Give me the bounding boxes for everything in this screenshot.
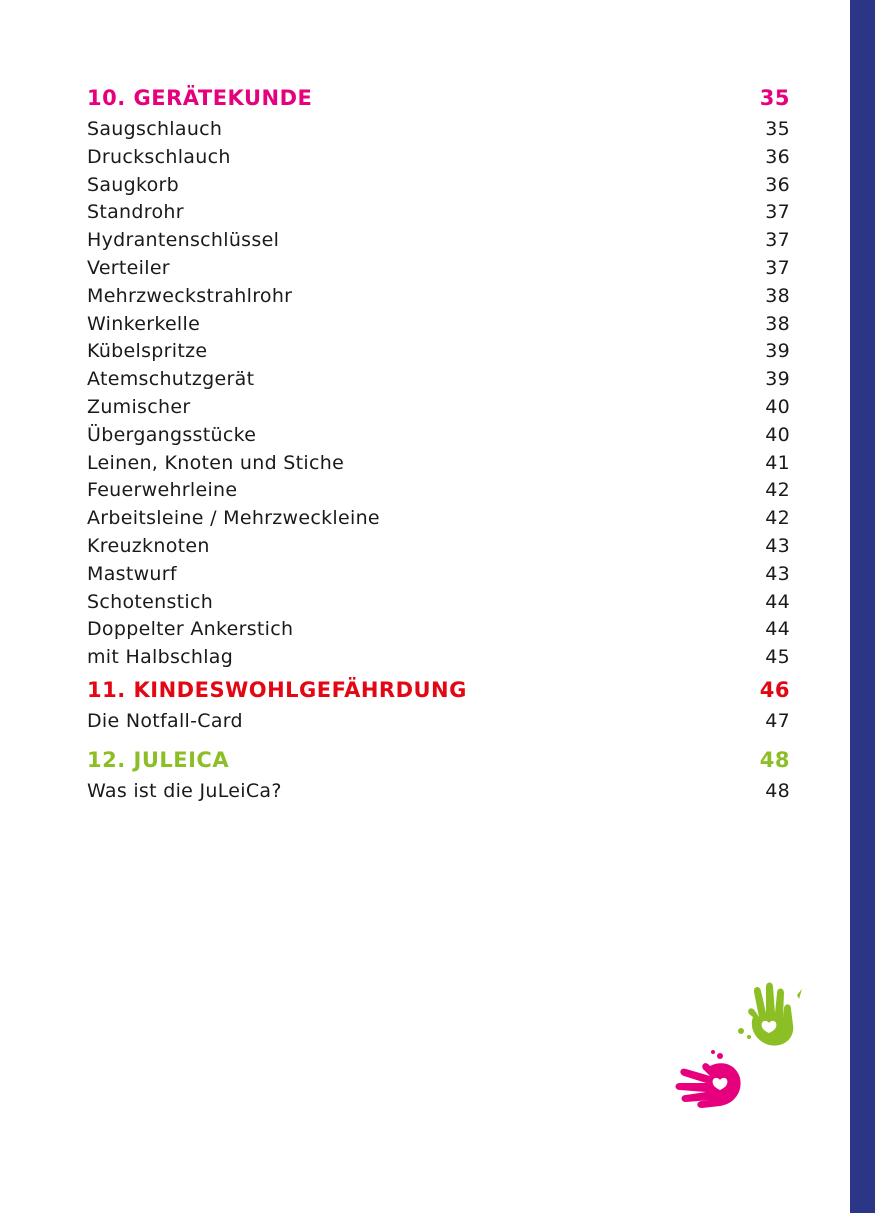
- entry-label: Verteiler: [87, 256, 170, 279]
- entry-page: 38: [765, 284, 790, 307]
- side-color-band: [850, 0, 875, 1213]
- toc-entry[interactable]: [87, 644, 790, 672]
- entry-label: mit Halbschlag: [87, 646, 234, 669]
- toc-entry[interactable]: [87, 505, 790, 533]
- entry-label: Mehrzweckstrahlrohr: [87, 284, 293, 307]
- handprints-decoration: [660, 975, 810, 1135]
- entry-label: Übergangsstücke: [87, 423, 257, 446]
- entry-label: Saugkorb: [87, 173, 180, 196]
- toc-entry[interactable]: [87, 283, 790, 311]
- entry-page: 43: [765, 534, 790, 557]
- section-entries-juleica: [87, 778, 790, 806]
- entry-label: Druckschlauch: [87, 145, 231, 168]
- toc-entry[interactable]: [87, 589, 790, 617]
- toc-entry[interactable]: [87, 199, 790, 227]
- toc-entry[interactable]: [87, 450, 790, 478]
- section-heading-geraetekunde[interactable]: [87, 80, 790, 116]
- entry-page: 40: [765, 395, 790, 418]
- section-page: 48: [759, 747, 790, 772]
- entry-page: 47: [765, 709, 790, 732]
- toc-entry[interactable]: [87, 708, 790, 736]
- entry-label: Kreuzknoten: [87, 534, 210, 557]
- toc-entry[interactable]: [87, 227, 790, 255]
- toc-entry[interactable]: [87, 778, 790, 806]
- section-heading-kindeswohlgefaehrdung[interactable]: [87, 672, 790, 708]
- entry-label: Doppelter Ankerstich: [87, 618, 294, 641]
- entry-page: 45: [765, 646, 790, 669]
- entry-page: 39: [765, 368, 790, 391]
- toc-entry[interactable]: [87, 172, 790, 200]
- entry-page: 37: [765, 256, 790, 279]
- section-entries-kindeswohlgefaehrdung: [87, 708, 790, 736]
- entry-page: 36: [765, 173, 790, 196]
- toc-entry[interactable]: [87, 477, 790, 505]
- entry-page: 43: [765, 562, 790, 585]
- entry-page: 35: [765, 118, 790, 140]
- entry-label: Saugschlauch: [87, 118, 223, 140]
- entry-label: Leinen, Knoten und Stiche: [87, 451, 345, 474]
- section-title: 12. JULEICA: [87, 747, 230, 772]
- toc-entry[interactable]: [87, 394, 790, 422]
- section-title: 10. GERÄTEKUNDE: [87, 86, 313, 110]
- toc-entry[interactable]: [87, 366, 790, 394]
- entry-label: Feuerwehrleine: [87, 479, 238, 502]
- entry-label: Kübelspritze: [87, 340, 208, 363]
- entry-page: 44: [765, 618, 790, 641]
- entry-label: Standrohr: [87, 201, 184, 224]
- pink-handprint-icon: [676, 1050, 741, 1108]
- entry-label: Winkerkelle: [87, 312, 201, 335]
- entry-label: Atemschutzgerät: [87, 368, 255, 391]
- entry-page: 48: [765, 779, 790, 802]
- toc-entry[interactable]: [87, 561, 790, 589]
- entry-page: 39: [765, 340, 790, 363]
- entry-page: 36: [765, 145, 790, 168]
- toc-entry[interactable]: [87, 116, 790, 144]
- toc-entry[interactable]: [87, 616, 790, 644]
- toc-entry[interactable]: [87, 533, 790, 561]
- entry-label: Mastwurf: [87, 562, 177, 585]
- entry-label: Schotenstich: [87, 590, 214, 613]
- table-of-contents: [87, 80, 790, 806]
- section-page: 46: [759, 677, 790, 702]
- section-page: 35: [759, 86, 790, 110]
- entry-page: 38: [765, 312, 790, 335]
- entry-page: 42: [765, 479, 790, 502]
- toc-entry[interactable]: [87, 144, 790, 172]
- entry-page: 42: [765, 507, 790, 530]
- entry-page: 40: [765, 423, 790, 446]
- toc-entry[interactable]: [87, 255, 790, 283]
- entry-label: Hydrantenschlüssel: [87, 229, 280, 252]
- entry-page: 41: [765, 451, 790, 474]
- entry-label: Zumischer: [87, 395, 191, 418]
- section-heading-juleica[interactable]: [87, 742, 790, 778]
- toc-entry[interactable]: [87, 338, 790, 366]
- section-entries-geraetekunde: [87, 116, 790, 672]
- entry-label: Die Notfall-Card: [87, 709, 243, 732]
- entry-page: 44: [765, 590, 790, 613]
- entry-label: Was ist die JuLeiCa?: [87, 779, 282, 802]
- toc-entry[interactable]: [87, 311, 790, 339]
- green-handprint-icon: [738, 983, 802, 1046]
- entry-label: Arbeitsleine / Mehrzweckleine: [87, 507, 380, 530]
- entry-page: 37: [765, 229, 790, 252]
- toc-entry[interactable]: [87, 422, 790, 450]
- section-title: 11. KINDESWOHLGEFÄHRDUNG: [87, 677, 467, 702]
- entry-page: 37: [765, 201, 790, 224]
